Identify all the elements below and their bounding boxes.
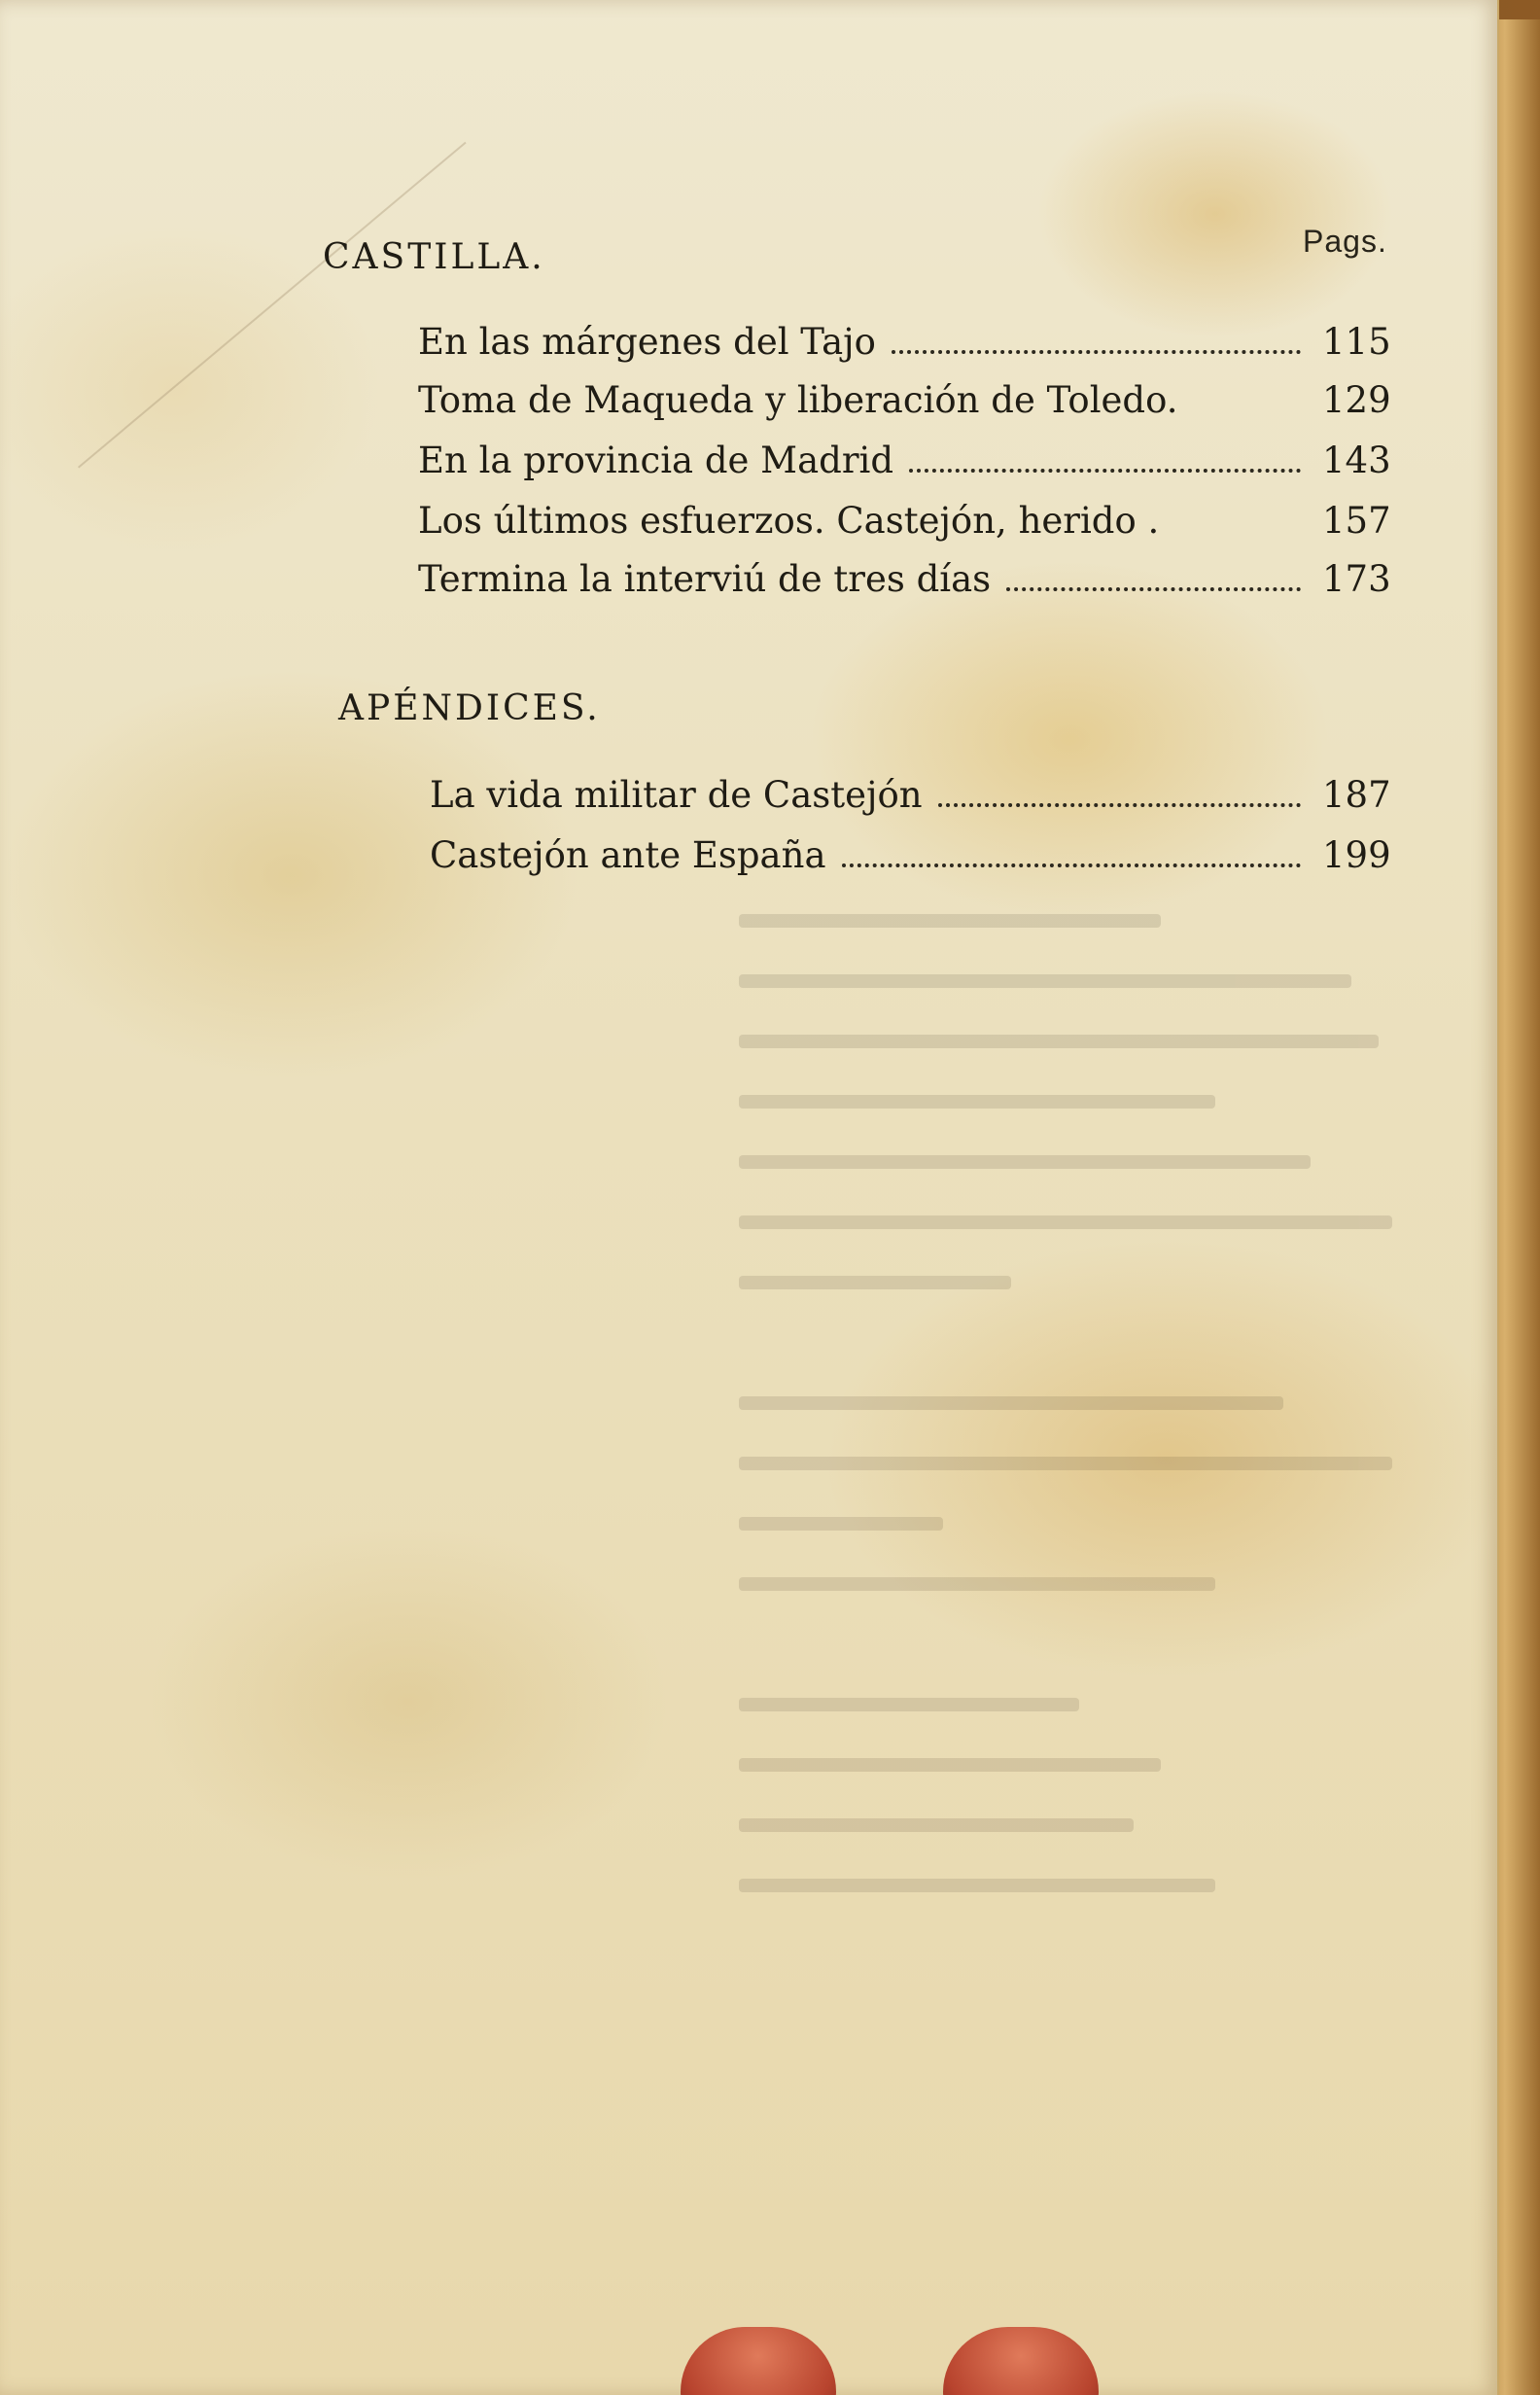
entry-title: En las márgenes del Tajo bbox=[418, 321, 876, 363]
entry-page-number: 199 bbox=[1322, 834, 1391, 876]
toc-entry bbox=[418, 321, 1390, 379]
fingertips bbox=[681, 2327, 1225, 2395]
page-crease bbox=[78, 142, 467, 469]
entry-title: Toma de Maqueda y liberación de Toledo. bbox=[418, 379, 1178, 421]
entry-page-number: 173 bbox=[1322, 558, 1391, 600]
dot-leader bbox=[1006, 574, 1301, 591]
toc-entry bbox=[418, 440, 1390, 498]
bleed-through-text bbox=[739, 914, 1419, 2256]
entry-page-number: 187 bbox=[1322, 774, 1391, 816]
dot-leader bbox=[892, 336, 1301, 354]
toc-entry bbox=[418, 379, 1390, 438]
toc-entry bbox=[430, 834, 1390, 893]
entry-title: La vida militar de Castejón bbox=[430, 774, 923, 816]
dot-leader bbox=[842, 850, 1301, 867]
toc-entry bbox=[418, 500, 1390, 558]
entry-title: En la provincia de Madrid bbox=[418, 440, 894, 481]
pages-column-header: Pags. bbox=[1303, 224, 1387, 259]
fingertip bbox=[943, 2327, 1099, 2395]
dot-leader bbox=[1188, 395, 1302, 412]
dot-leader bbox=[909, 455, 1301, 473]
dot-leader bbox=[1169, 515, 1301, 533]
fingertip bbox=[681, 2327, 836, 2395]
section-title-apendices: APÉNDICES. bbox=[338, 688, 601, 728]
dot-leader bbox=[938, 790, 1301, 807]
section-title-castilla: CASTILLA. bbox=[323, 237, 545, 277]
entry-page-number: 115 bbox=[1322, 321, 1391, 363]
entry-page-number: 129 bbox=[1322, 379, 1391, 421]
toc-entry bbox=[418, 558, 1390, 616]
entry-page-number: 143 bbox=[1322, 440, 1391, 481]
toc-entry bbox=[430, 774, 1390, 832]
entry-title: Castejón ante España bbox=[430, 834, 826, 876]
entry-page-number: 157 bbox=[1322, 500, 1391, 542]
entry-title: Termina la interviú de tres días bbox=[418, 558, 992, 600]
entry-title: Los últimos esfuerzos. Castejón, herido . bbox=[418, 500, 1160, 542]
